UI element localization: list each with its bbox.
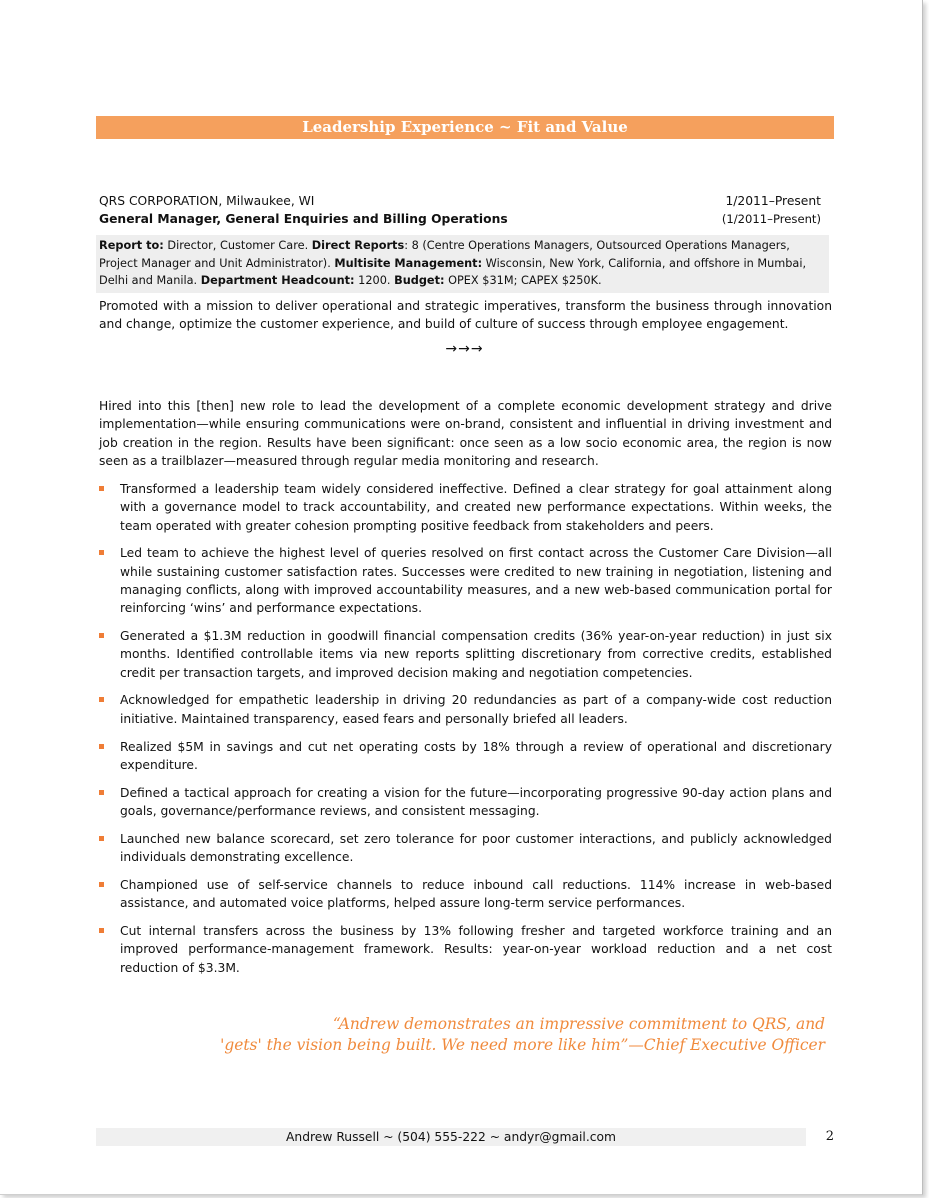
square-bullet-icon [99, 486, 104, 491]
direct-reports-value: : 8 (Centre Operations Managers, Outsourced Operations Managers, Project Manager and Unit Administrator). [99, 239, 790, 270]
list-item [99, 922, 832, 977]
job-title: General Manager, General Enquiries and Billing Operations [99, 212, 508, 226]
direct-reports-label: Direct Reports [311, 239, 405, 252]
achievement-text: Launched new balance scorecard, set zero tolerance for poor customer interactions, and publicly acknowledged individuals demonstrating excellence. [120, 831, 832, 865]
achievements-list [99, 480, 832, 986]
job-dates-secondary: (1/2011–Present) [721, 212, 821, 226]
report-to-label: Report to: [99, 239, 164, 252]
list-item [99, 876, 832, 913]
achievement-text: Led team to achieve the highest level of queries resolved on first contact across the Customer Care Division—all while sustaining customer satisfaction rates. Successes were credited to new training in negotiation, listening and managing conflicts, along with improved accountability measures, and a new web-based communication portal for reinforcing ‘wins’ and performance expectations. [120, 546, 832, 616]
budget-value: OPEX $31M; CAPEX $250K. [444, 274, 602, 287]
job-dates: 1/2011–Present [725, 194, 821, 208]
achievement-text: Generated a $1.3M reduction in goodwill financial compensation credits (36% year-on-year reduction) in just six months. Identified controllable items via new reports splitting discretionary from corrective credits, established credit per transaction targets, and improved decision making and negotiation competencies. [120, 629, 832, 680]
square-bullet-icon [99, 882, 104, 887]
list-item [99, 784, 832, 821]
page-number: 2 [825, 1129, 834, 1144]
arrows-divider: →→→ [445, 341, 484, 357]
square-bullet-icon [99, 928, 104, 933]
square-bullet-icon [99, 790, 104, 795]
achievement-text: Cut internal transfers across the business by 13% following fresher and targeted workforce training and an improved performance-management framework. Results: year-on-year workload reduction and a net cost reduction of $3.3M. [120, 923, 832, 975]
company-name: QRS CORPORATION, Milwaukee, WI [99, 194, 315, 208]
role-summary: Hired into this [then] new role to lead the development of a complete economic development strategy and drive implementation—while ensuring communications were on-brand, consistent and influential in driving investment and job creation in the region. Results have been significant: once seen as a low socio economic area, the region is now seen as a trailblazer—measured through regular media monitoring and research. [99, 399, 832, 468]
square-bullet-icon [99, 633, 104, 638]
achievement-text: Realized $5M in savings and cut net operating costs by 18% through a review of operational and discretionary expenditure. [120, 739, 832, 772]
achievement-text: Transformed a leadership team widely considered ineffective. Defined a clear strategy for goal attainment along with a governance model to track accountability, and created new performance expectations. Within weeks, the team operated with greater cohesion prompting positive feedback from stakeholders and peers. [120, 482, 832, 533]
report-to-value: Director, Customer Care. [163, 239, 312, 252]
list-item [99, 627, 832, 682]
list-item [99, 480, 832, 535]
list-item [99, 738, 832, 775]
testimonial-quote [205, 1014, 825, 1056]
budget-label: Budget: [394, 274, 445, 287]
quote-line-2: 'gets' the vision being built. We need more like him”—Chief Executive Officer [220, 1036, 825, 1054]
square-bullet-icon [99, 744, 104, 749]
quote-line-1: “Andrew demonstrates an impressive commitment to QRS, and [332, 1015, 825, 1033]
achievement-text: Championed use of self-service channels to reduce inbound call reductions. 114% increase in web-based assistance, and automated voice platforms, helped assure long-term service performances. [120, 877, 832, 911]
footer-contact: Andrew Russell ~ (504) 555-222 ~ andyr@gmail.com [96, 1128, 806, 1146]
mission-statement: Promoted with a mission to deliver operational and strategic imperatives, transform the business through innovation and change, optimize the customer experience, and build of culture of success through employee engagement. [99, 299, 832, 332]
list-item [99, 830, 832, 867]
job-scope-box [96, 235, 829, 293]
multisite-value: Wisconsin, New York, California, and offshore in Mumbai, Delhi and Manila. [99, 256, 807, 287]
headcount-value: 1200. [354, 274, 395, 287]
multisite-label: Multisite Management: [334, 256, 483, 270]
list-item [99, 544, 832, 617]
headcount-label: Department Headcount: [200, 274, 355, 287]
achievement-text: Acknowledged for empathetic leadership in driving 20 redundancies as part of a company-wide cost reduction initiative. Maintained transparency, eased fears and personally briefed all leaders. [120, 693, 832, 726]
achievement-text: Defined a tactical approach for creating a vision for the future—incorporating progressive 90-day action plans and goals, governance/performance reviews, and consistent messaging. [120, 785, 832, 818]
square-bullet-icon [99, 550, 104, 555]
square-bullet-icon [99, 697, 104, 702]
section-banner: Leadership Experience ~ Fit and Value [96, 116, 834, 139]
list-item [99, 691, 832, 728]
square-bullet-icon [99, 836, 104, 841]
